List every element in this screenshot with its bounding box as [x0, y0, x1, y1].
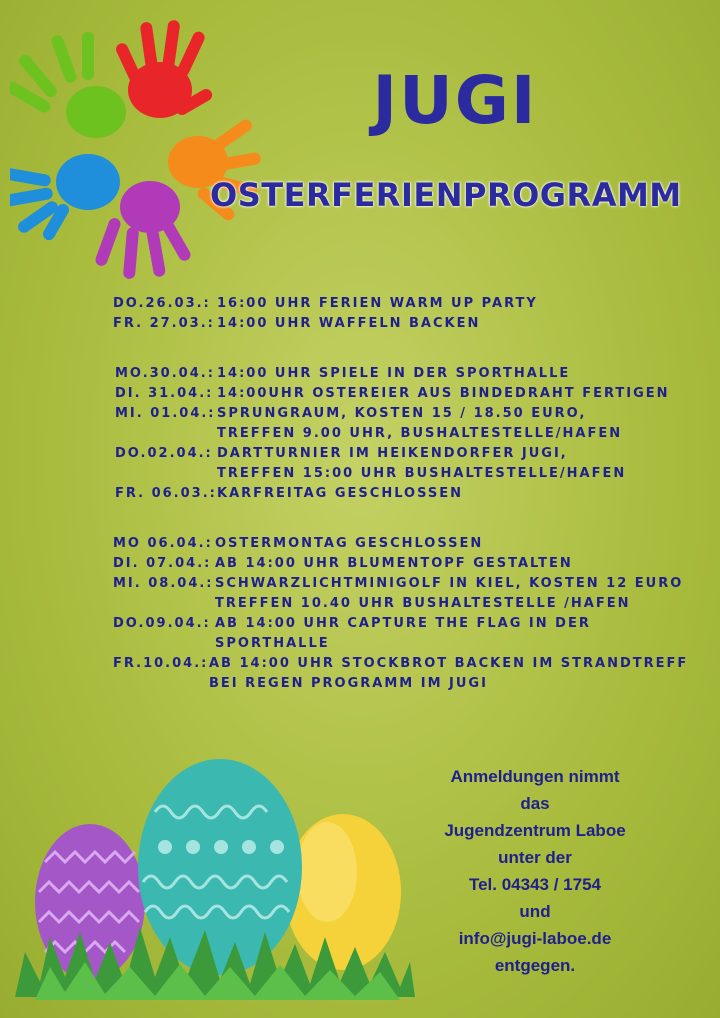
- schedule-block-1: [113, 294, 538, 334]
- schedule-date: MO 06.04.:: [113, 536, 213, 551]
- schedule-date: [115, 464, 217, 484]
- schedule-text: OSTERMONTAG GESCHLOSSEN: [215, 536, 484, 551]
- schedule-text: AB 14:00 UHR CAPTURE THE FLAG IN DER: [215, 616, 591, 631]
- contact-line: Jugendzentrum Laboe: [444, 821, 626, 840]
- page-title: JUGI: [372, 62, 538, 139]
- schedule-text: DARTTURNIER IM HEIKENDORFER JUGI,: [217, 446, 568, 461]
- schedule-row: [115, 404, 670, 424]
- schedule-row: [113, 574, 688, 594]
- schedule-row: [113, 634, 688, 654]
- schedule-text: SCHWARZLICHTMINIGOLF IN KIEL, KOSTEN 12 EURO: [215, 576, 684, 591]
- schedule-date: [113, 594, 215, 614]
- colorful-hands-icon: [10, 12, 270, 282]
- schedule-date: MI. 01.04.:: [115, 406, 216, 421]
- schedule-date: MO.30.04.:: [115, 366, 215, 381]
- schedule-block-3: [113, 534, 688, 694]
- schedule-row: [113, 314, 538, 334]
- schedule-date: DO.02.04.:: [115, 446, 213, 461]
- schedule-text: 14:00UHR OSTEREIER AUS BINDEDRAHT FERTIGEN: [217, 386, 670, 401]
- schedule-date: [115, 424, 217, 444]
- schedule-text: SPRUNGRAUM, KOSTEN 15 / 18.50 EURO,: [217, 406, 587, 421]
- contact-line: entgegen.: [494, 956, 576, 975]
- schedule-date: DI. 31.04.:: [115, 386, 214, 401]
- schedule-row: [113, 674, 688, 694]
- schedule-text: TREFFEN 9.00 UHR, BUSHALTESTELLE/HAFEN: [217, 426, 623, 441]
- schedule-text: TREFFEN 10.40 UHR BUSHALTESTELLE /HAFEN: [215, 596, 631, 611]
- schedule-text: 16:00 UHR FERIEN WARM UP PARTY: [217, 296, 538, 311]
- contact-line: das: [520, 794, 550, 813]
- schedule-date: [113, 634, 215, 654]
- easter-eggs-icon: [15, 752, 415, 1002]
- schedule-text: BEI REGEN PROGRAMM IM JUGI: [209, 676, 488, 691]
- contact-line: und: [519, 902, 551, 921]
- schedule-date: MI. 08.04.:: [113, 576, 214, 591]
- schedule-block-2: [115, 364, 670, 504]
- schedule-text: TREFFEN 15:00 UHR BUSHALTESTELLE/HAFEN: [217, 466, 627, 481]
- schedule-row: [113, 654, 688, 674]
- schedule-date: FR.10.04.:: [113, 656, 209, 671]
- schedule-row: [113, 534, 688, 554]
- schedule-date: DI. 07.04.:: [113, 556, 212, 571]
- schedule-date: DO.26.03.:: [113, 296, 211, 311]
- schedule-text: 14:00 UHR WAFFELN BACKEN: [217, 316, 481, 331]
- schedule-row: [115, 484, 670, 504]
- contact-info: [420, 763, 650, 979]
- schedule-row: [115, 444, 670, 464]
- schedule-text: SPORTHALLE: [215, 636, 330, 651]
- schedule-row: [113, 294, 538, 314]
- schedule-row: [115, 384, 670, 404]
- schedule-row: [115, 364, 670, 384]
- schedule-date: [113, 674, 209, 694]
- schedule-row: [113, 554, 688, 574]
- schedule-date: DO.09.04.:: [113, 616, 211, 631]
- schedule-text: KARFREITAG GESCHLOSSEN: [217, 486, 463, 501]
- schedule-text: AB 14:00 UHR STOCKBROT BACKEN IM STRANDTREFF: [209, 656, 689, 671]
- schedule-row: [113, 594, 688, 614]
- schedule-date: FR. 27.03.:: [113, 316, 215, 331]
- contact-line: unter der: [498, 848, 572, 867]
- contact-email: info@jugi-laboe.de: [458, 929, 612, 948]
- page-subtitle: OSTERFERIENPROGRAMM: [210, 176, 682, 214]
- contact-line: Anmeldungen nimmt: [450, 767, 620, 786]
- schedule-date: FR. 06.03.:: [115, 486, 217, 501]
- schedule-row: [113, 614, 688, 634]
- schedule-row: [115, 424, 670, 444]
- contact-phone: Tel. 04343 / 1754: [468, 875, 601, 894]
- schedule-text: AB 14:00 UHR BLUMENTOPF GESTALTEN: [215, 556, 573, 571]
- schedule-text: 14:00 UHR SPIELE IN DER SPORTHALLE: [217, 366, 571, 381]
- schedule-row: [115, 464, 670, 484]
